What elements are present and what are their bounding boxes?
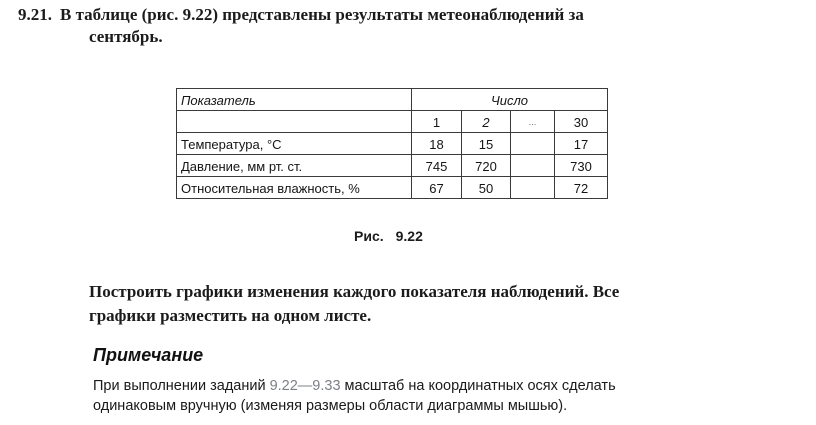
day-cell: 1 [412, 111, 462, 133]
caption-number: 9.22 [395, 228, 423, 244]
value-cell [511, 133, 555, 155]
value-cell: 17 [555, 133, 608, 155]
value-cell: 18 [412, 133, 462, 155]
table-row [177, 155, 608, 177]
caption-prefix: Рис. [354, 228, 384, 244]
value-cell: 720 [462, 155, 511, 177]
figure-caption [354, 228, 423, 244]
value-cell: 72 [555, 177, 608, 199]
note-task-reference: 9.22—9.33 [269, 378, 341, 394]
day-cell: 2 [462, 111, 511, 133]
value-cell: 15 [462, 133, 511, 155]
observations-table [176, 88, 608, 199]
empty-cell [177, 111, 412, 133]
note-title: Примечание [93, 345, 204, 365]
task-text-line-1: В таблице (рис. 9.22) представлены результаты метеонаблюдений за [60, 5, 584, 24]
task-number: 9.21. [18, 5, 52, 24]
value-cell: 745 [412, 155, 462, 177]
table-days-row [177, 111, 608, 133]
row-label: Относительная влажность, % [177, 177, 412, 199]
instruction-text [89, 280, 789, 328]
day-ellipsis-cell: ... [511, 111, 555, 133]
row-label: Температура, °С [177, 133, 412, 155]
note-line-1-before: При выполнении заданий [93, 378, 270, 394]
table-header-row [177, 89, 608, 111]
table-row [177, 133, 608, 155]
header-indicator: Показатель [177, 89, 412, 111]
note-line-1 [93, 376, 793, 396]
task-text-line-2: сентябрь. [89, 27, 163, 46]
value-cell: 50 [462, 177, 511, 199]
task-statement [18, 4, 778, 48]
task-line-1 [18, 4, 778, 26]
instruction-line-2: графики разместить на одном листе. [89, 306, 372, 325]
note-line-2: одинаковым вручную (изменяя размеры области диаграммы мышью). [93, 398, 568, 414]
value-cell [511, 155, 555, 177]
instruction-line-1: Построить графики изменения каждого показателя наблюдений. Все [89, 282, 620, 301]
row-label: Давление, мм рт. ст. [177, 155, 412, 177]
value-cell: 730 [555, 155, 608, 177]
note-line-1-after: масштаб на координатных осях сделать [340, 378, 616, 394]
note-body [93, 376, 793, 416]
header-day-number: Число [412, 89, 608, 111]
table-row [177, 177, 608, 199]
value-cell [511, 177, 555, 199]
value-cell: 67 [412, 177, 462, 199]
day-cell: 30 [555, 111, 608, 133]
